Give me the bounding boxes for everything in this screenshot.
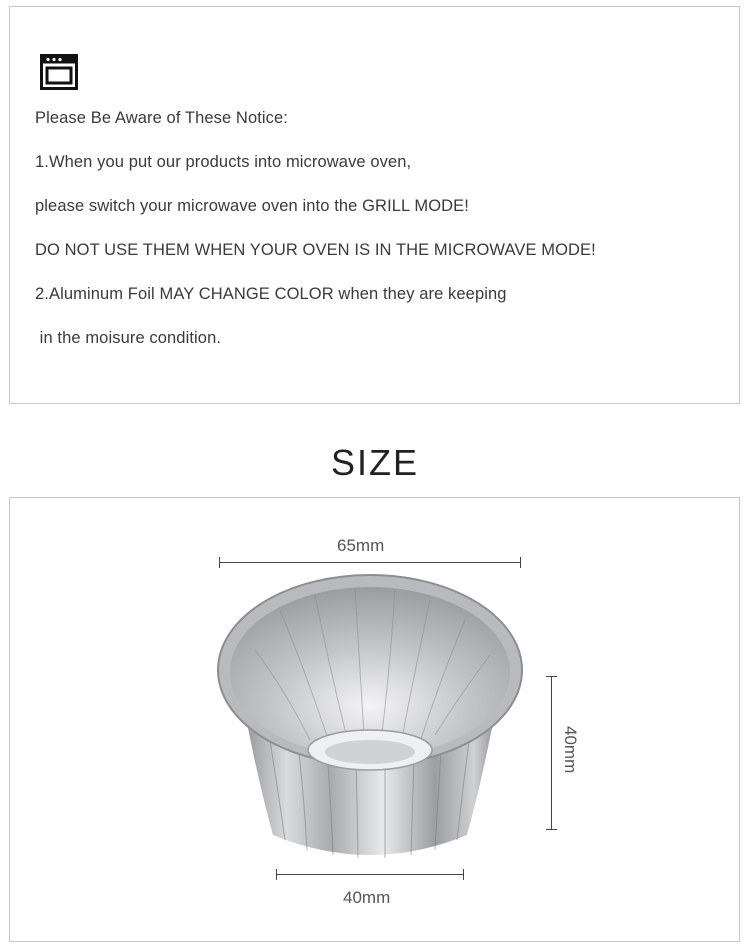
top-diameter-label: 65mm — [337, 536, 385, 555]
bottom-diameter-line — [276, 874, 464, 875]
notice-line-4: 2.Aluminum Foil MAY CHANGE COLOR when they are keeping — [35, 285, 507, 303]
height-label: 40mm — [561, 726, 580, 774]
notice-line-2: please switch your microwave oven into the GRILL MODE! — [35, 197, 469, 215]
oven-icon — [40, 54, 78, 90]
size-title: SIZE — [330, 442, 419, 483]
notice-line-1: 1.When you put our products into microwave oven, — [35, 153, 412, 171]
bottom-diameter-label: 40mm — [343, 888, 391, 907]
height-line — [551, 676, 552, 830]
top-diameter-line — [219, 562, 521, 563]
notice-line-3: DO NOT USE THEM WHEN YOUR OVEN IS IN THE MICROWAVE MODE! — [35, 241, 596, 259]
notice-heading: Please Be Aware of These Notice: — [35, 109, 288, 127]
notice-line-5: in the moisure condition. — [35, 329, 222, 347]
notice-box — [9, 6, 740, 404]
aluminum-foil-cup-image — [215, 570, 525, 870]
